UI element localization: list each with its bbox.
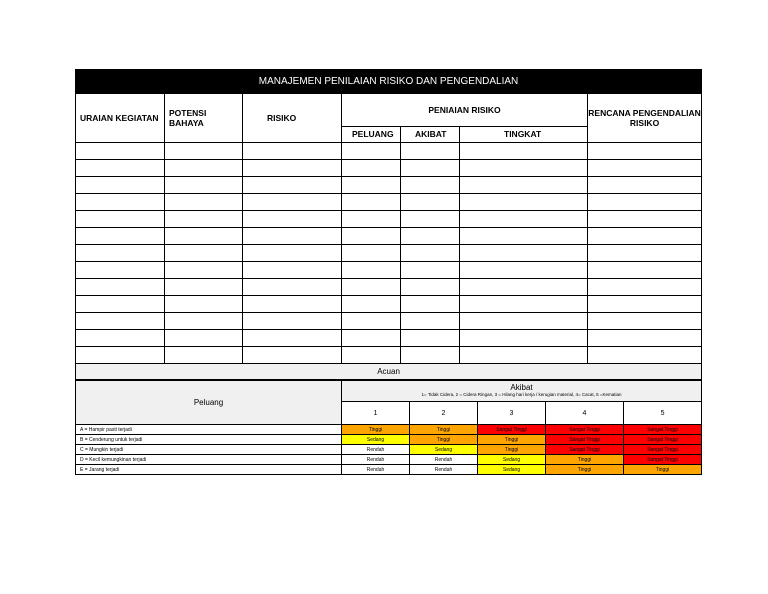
table-row [76,313,702,330]
table-cell[interactable] [588,245,702,262]
matrix-cell: Rendah [410,455,478,465]
matrix-cell: Sangat Tinggi [546,435,624,445]
matrix-row-label: A = Hampir pasti terjadi [76,425,342,435]
table-cell[interactable] [76,279,165,296]
table-cell[interactable] [588,262,702,279]
table-cell[interactable] [401,296,460,313]
header-rencana: RENCANA PENGENDALIAN RISIKO [588,94,702,143]
matrix-row [76,425,702,435]
table-cell[interactable] [401,245,460,262]
table-cell[interactable] [588,347,702,364]
matrix-cell: Sangat Tinggi [624,455,702,465]
matrix-row [76,445,702,455]
table-cell[interactable] [401,160,460,177]
table-cell[interactable] [460,296,588,313]
matrix-akibat-desc: 1= Tidak Cidera, 2 = Cidera Ringan, 3 = Hilang hari kerja / kerugian material, 4= Cacat, 5 =Kematian [421,392,622,397]
table-cell[interactable] [165,262,243,279]
table-cell[interactable] [342,262,401,279]
table-cell[interactable] [165,313,243,330]
matrix-cell: Tinggi [342,425,410,435]
matrix-row-label: C = Mungkin terjadi [76,445,342,455]
table-cell[interactable] [165,177,243,194]
table-cell[interactable] [342,211,401,228]
table-cell[interactable] [401,228,460,245]
matrix-cell: Tinggi [478,445,546,455]
matrix-row [76,455,702,465]
table-cell[interactable] [401,262,460,279]
matrix-cell: Sangat Tinggi [624,445,702,455]
table-cell[interactable] [76,211,165,228]
table-cell[interactable] [243,143,342,160]
table-row [76,194,702,211]
risk-table [75,69,702,380]
table-cell[interactable] [401,177,460,194]
matrix-column-number: 2 [410,402,478,425]
table-cell[interactable] [243,313,342,330]
table-cell[interactable] [342,330,401,347]
matrix-row [76,465,702,475]
table-row [76,330,702,347]
matrix-cell: Tinggi [624,465,702,475]
table-cell[interactable] [342,296,401,313]
matrix-row-label: B = Cenderung untuk terjadi [76,435,342,445]
table-cell[interactable] [76,245,165,262]
matrix-column-number: 4 [546,402,624,425]
table-cell[interactable] [165,194,243,211]
risk-assessment-sheet [75,69,701,475]
table-cell[interactable] [76,330,165,347]
table-cell[interactable] [243,279,342,296]
table-cell[interactable] [588,194,702,211]
matrix-row-label: E = Jarang terjadi [76,465,342,475]
table-cell[interactable] [401,313,460,330]
table-cell[interactable] [165,211,243,228]
matrix-akibat-label: Akibat [510,383,533,392]
table-cell[interactable] [243,177,342,194]
table-cell[interactable] [588,313,702,330]
table-cell[interactable] [165,296,243,313]
table-cell[interactable] [243,194,342,211]
table-cell[interactable] [460,245,588,262]
matrix-cell: Sangat Tinggi [624,425,702,435]
table-cell[interactable] [76,194,165,211]
table-cell[interactable] [76,313,165,330]
matrix-cell: Rendah [342,465,410,475]
sheet-title: MANAJEMEN PENILAIAN RISIKO DAN PENGENDALIAN [76,70,702,94]
table-cell[interactable] [76,296,165,313]
matrix-cell: Sangat Tinggi [546,445,624,455]
matrix-peluang-label: Peluang [76,381,342,425]
table-cell[interactable] [588,160,702,177]
matrix-cell: Sedang [478,465,546,475]
table-row [76,245,702,262]
matrix-cell: Tinggi [478,435,546,445]
matrix-column-number: 5 [624,402,702,425]
table-cell[interactable] [165,143,243,160]
table-cell[interactable] [460,177,588,194]
table-cell[interactable] [460,347,588,364]
table-cell[interactable] [588,279,702,296]
table-cell[interactable] [76,347,165,364]
table-cell[interactable] [460,211,588,228]
table-cell[interactable] [76,228,165,245]
table-cell[interactable] [342,245,401,262]
table-cell[interactable] [460,279,588,296]
risk-matrix [75,380,702,475]
table-cell[interactable] [588,177,702,194]
table-cell[interactable] [165,245,243,262]
header-akibat: AKIBAT [401,126,460,142]
table-cell[interactable] [401,194,460,211]
table-cell[interactable] [243,160,342,177]
table-cell[interactable] [342,347,401,364]
table-cell[interactable] [588,228,702,245]
table-cell[interactable] [460,160,588,177]
table-row [76,296,702,313]
table-cell[interactable] [342,279,401,296]
table-row [76,228,702,245]
table-row [76,347,702,364]
matrix-cell: Sangat Tinggi [624,435,702,445]
table-cell[interactable] [342,313,401,330]
header-penilaian: PENIAIAN RISIKO [342,94,588,127]
header-uraian: URAIAN KEGIATAN [76,94,165,143]
matrix-row-label: D = Kecil kemungkinan terjadi [76,455,342,465]
header-tingkat: TINGKAT [460,126,588,142]
table-cell[interactable] [165,228,243,245]
matrix-column-number: 1 [342,402,410,425]
table-cell[interactable] [165,347,243,364]
table-cell[interactable] [165,330,243,347]
table-row [76,211,702,228]
table-cell[interactable] [460,330,588,347]
table-cell[interactable] [588,296,702,313]
matrix-cell: Sedang [410,445,478,455]
table-cell[interactable] [401,330,460,347]
table-cell[interactable] [243,330,342,347]
header-risiko: RISIKO [243,94,342,143]
matrix-akibat-header [342,381,702,402]
matrix-cell: Tinggi [546,455,624,465]
matrix-cell: Tinggi [410,435,478,445]
table-cell[interactable] [76,160,165,177]
table-cell[interactable] [342,228,401,245]
matrix-cell: Sangat Tinggi [546,425,624,435]
table-cell[interactable] [243,228,342,245]
table-cell[interactable] [76,143,165,160]
table-cell[interactable] [76,177,165,194]
table-cell[interactable] [588,211,702,228]
table-cell[interactable] [588,143,702,160]
table-cell[interactable] [243,347,342,364]
matrix-row [76,435,702,445]
table-cell[interactable] [165,160,243,177]
table-cell[interactable] [401,279,460,296]
table-cell[interactable] [460,313,588,330]
matrix-column-number: 3 [478,402,546,425]
matrix-cell: Sangat Tinggi [478,425,546,435]
table-cell[interactable] [243,262,342,279]
header-peluang: PELUANG [342,126,401,142]
table-cell[interactable] [460,228,588,245]
table-cell[interactable] [243,211,342,228]
table-row [76,279,702,296]
matrix-cell: Sedang [342,435,410,445]
table-row [76,143,702,160]
matrix-cell: Tinggi [410,425,478,435]
table-cell[interactable] [165,279,243,296]
table-cell[interactable] [460,262,588,279]
table-cell[interactable] [460,194,588,211]
matrix-cell: Rendah [342,445,410,455]
table-row [76,160,702,177]
acuan-label: Acuan [76,364,702,380]
matrix-cell: Rendah [410,465,478,475]
matrix-cell: Tinggi [546,465,624,475]
table-cell[interactable] [401,143,460,160]
table-cell[interactable] [401,211,460,228]
table-cell[interactable] [76,262,165,279]
table-row [76,262,702,279]
header-potensi: POTENSI BAHAYA [165,94,243,143]
table-cell[interactable] [588,330,702,347]
table-cell[interactable] [342,160,401,177]
table-cell[interactable] [460,143,588,160]
table-row [76,177,702,194]
table-cell[interactable] [243,245,342,262]
table-cell[interactable] [342,194,401,211]
table-cell[interactable] [243,296,342,313]
matrix-cell: Rendah [342,455,410,465]
table-cell[interactable] [342,143,401,160]
table-cell[interactable] [401,347,460,364]
matrix-cell: Sedang [478,455,546,465]
table-cell[interactable] [342,177,401,194]
